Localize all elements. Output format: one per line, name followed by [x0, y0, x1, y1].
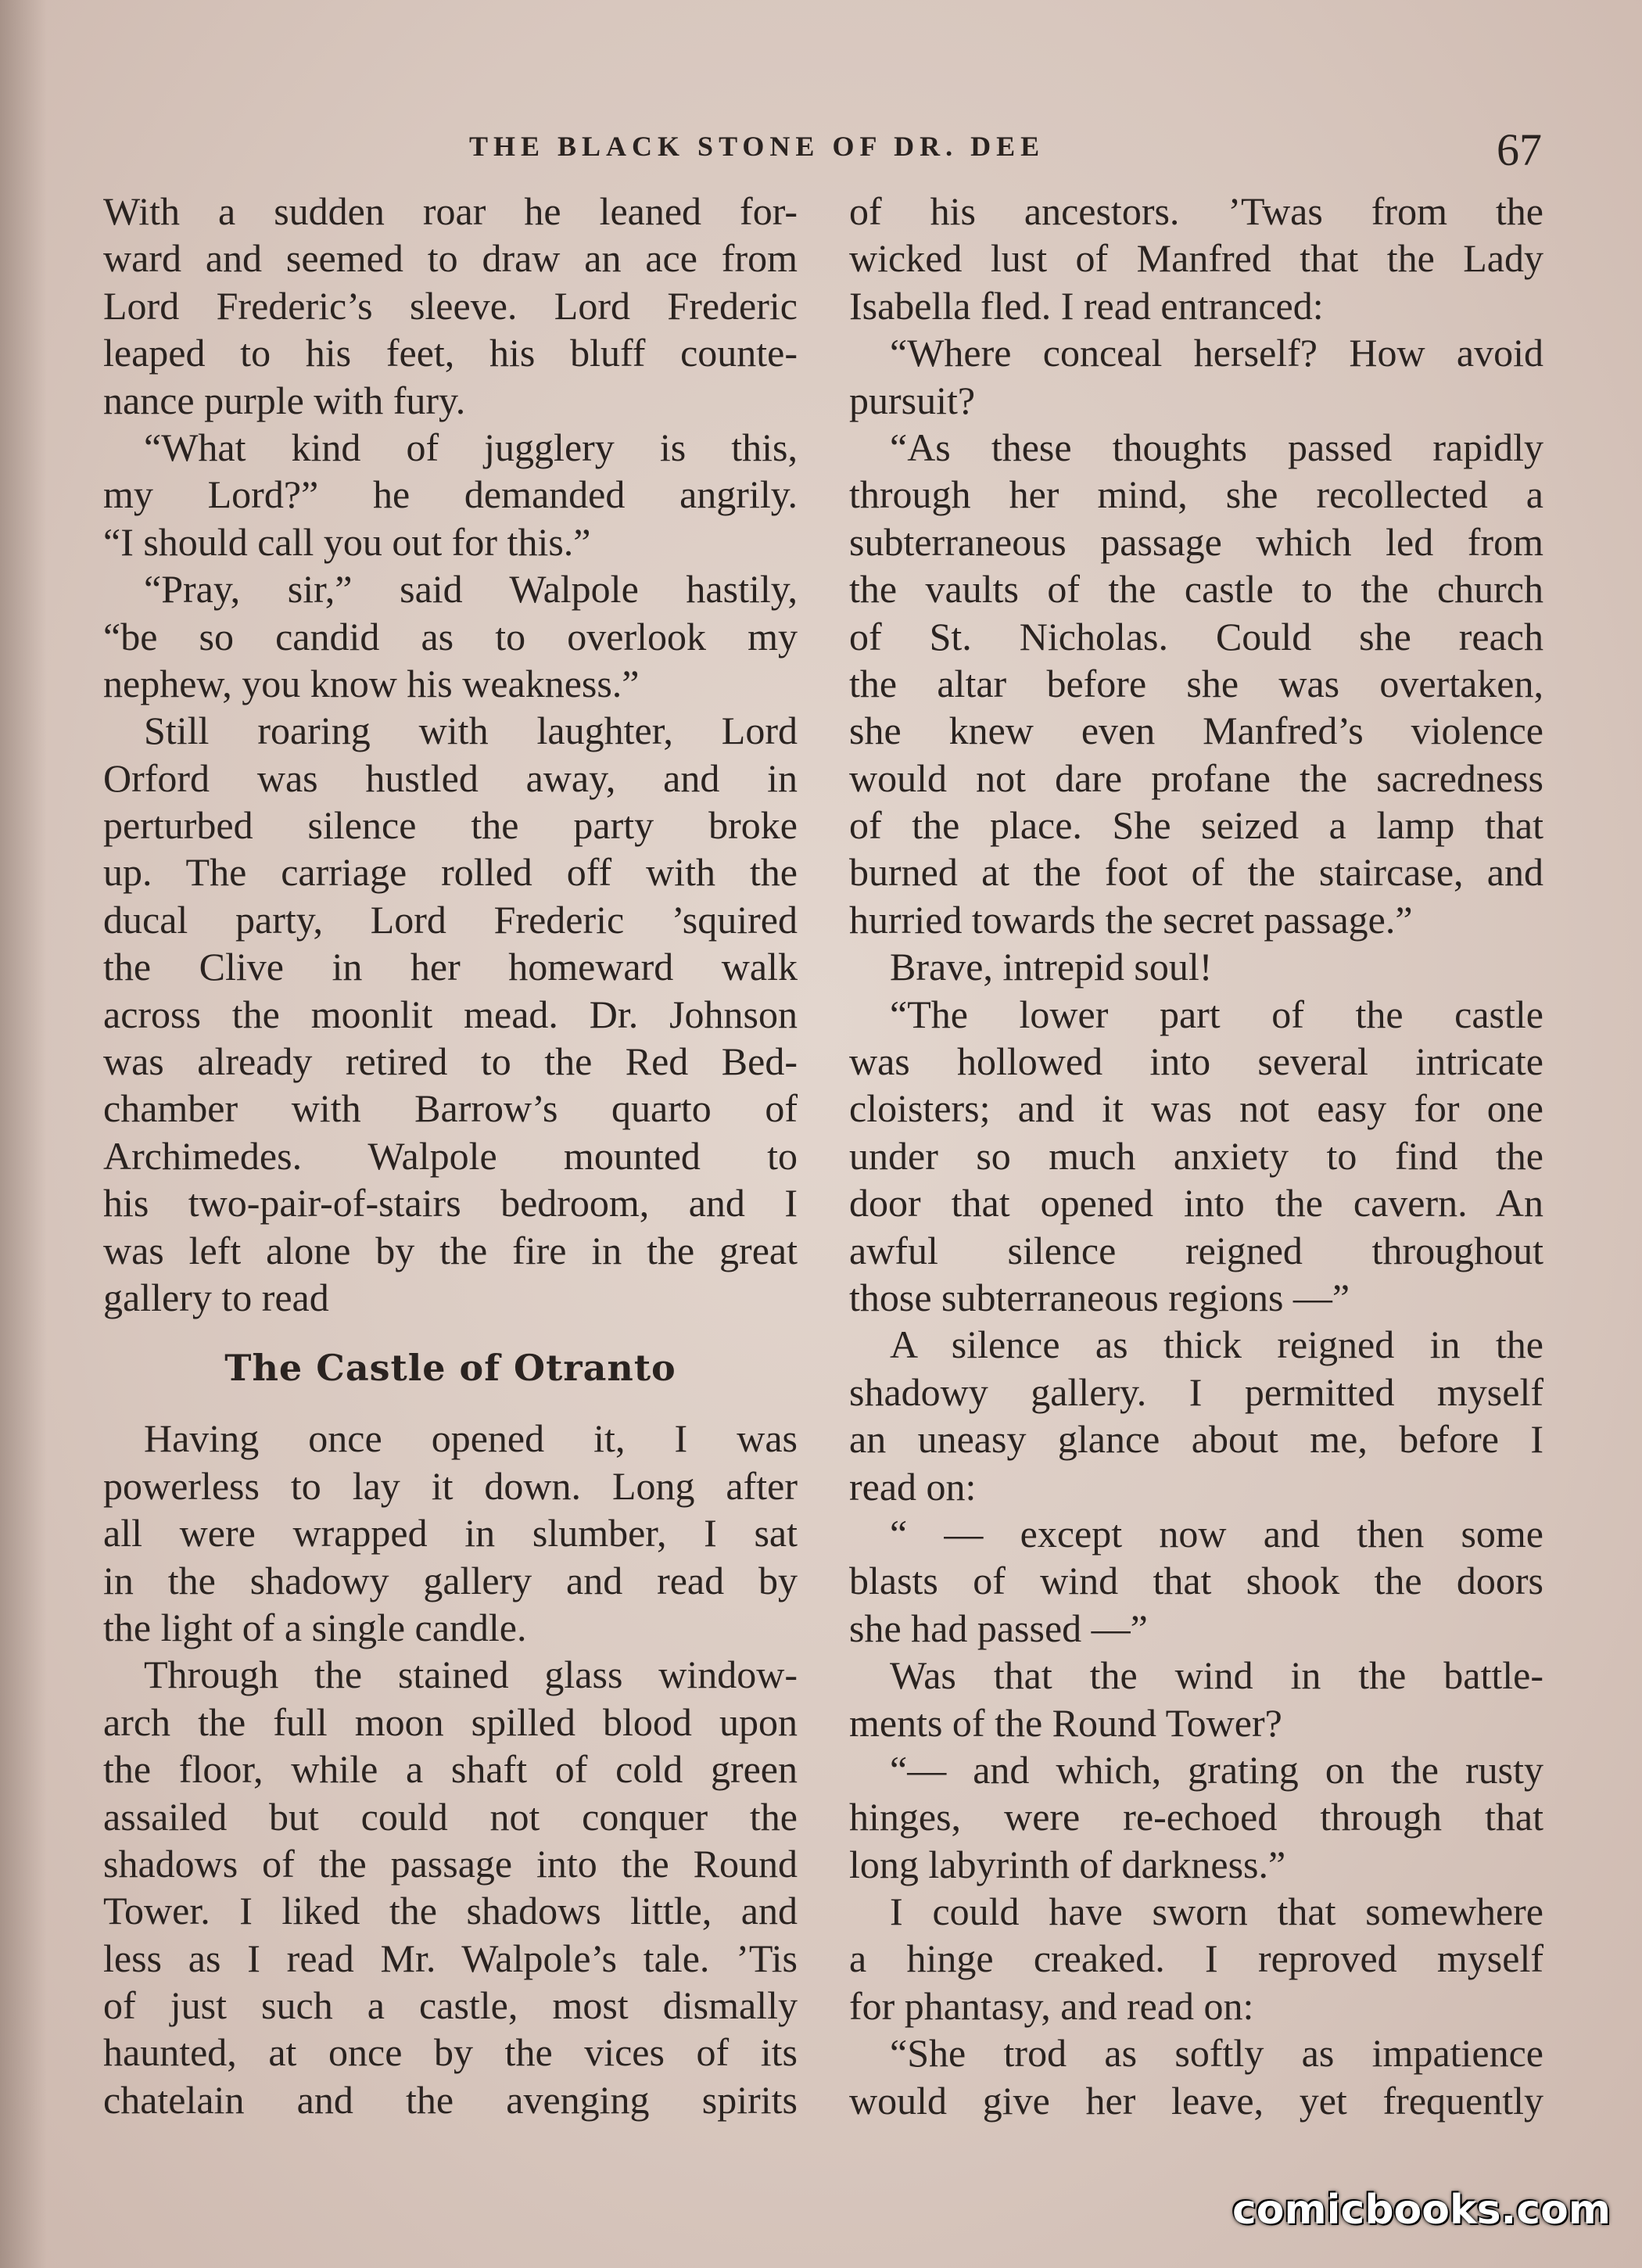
- text-line: A silence as thick reigned in the: [890, 1322, 1543, 1367]
- text-line: she had passed —”: [849, 1606, 1148, 1650]
- text-line: door that opened into the cavern. An: [849, 1181, 1543, 1226]
- page-number: 67: [1497, 124, 1542, 175]
- section-heading: The Castle of Otranto: [224, 1347, 676, 1390]
- right-column: [849, 188, 1543, 2124]
- text-line: in the shadowy gallery and read by: [103, 1558, 798, 1602]
- text-line: awful silence reigned throughout: [849, 1228, 1543, 1272]
- text-line: shadows of the passage into the Round: [103, 1841, 798, 1886]
- text-line: the light of a single candle.: [103, 1605, 527, 1649]
- text-line: was hollowed into several intricate: [849, 1039, 1543, 1084]
- text-line: was already retired to the Red Bed-: [103, 1039, 798, 1084]
- text-line: Lord Frederic’s sleeve. Lord Frederic: [103, 283, 798, 328]
- text-line: a hinge creaked. I reproved myself: [849, 1936, 1543, 1981]
- text-line: powerless to lay it down. Long after: [103, 1463, 798, 1508]
- text-line: all were wrapped in slumber, I sat: [103, 1511, 798, 1556]
- text-line: Brave, intrepid soul!: [890, 945, 1213, 989]
- text-line: I could have sworn that somewhere: [890, 1889, 1543, 1934]
- text-line: “Pray, sir,” said Walpole hastily,: [144, 567, 798, 612]
- text-line: of just such a castle, most dismally: [103, 1983, 798, 2028]
- text-line: of his ancestors. ’Twas from the: [849, 189, 1543, 233]
- left-column: [103, 188, 798, 2123]
- text-line: “She trod as softly as impatience: [890, 2031, 1543, 2076]
- text-line: wicked lust of Manfred that the Lady: [849, 236, 1543, 281]
- text-line: “be so candid as to overlook my: [103, 614, 798, 659]
- text-line: chamber with Barrow’s quarto of: [103, 1086, 798, 1131]
- running-head: [0, 124, 1642, 175]
- text-line: hinges, were re-echoed through that: [849, 1795, 1543, 1839]
- text-line: cloisters; and it was not easy for one: [849, 1086, 1543, 1131]
- text-line: of St. Nicholas. Could she reach: [849, 614, 1543, 659]
- text-line: for phantasy, and read on:: [849, 1983, 1254, 2028]
- text-line: subterraneous passage which led from: [849, 519, 1543, 564]
- text-line: “ — except now and then some: [890, 1511, 1543, 1556]
- text-line: gallery to read: [103, 1275, 329, 1319]
- watermark-text: comicbooks.com: [1232, 2187, 1612, 2234]
- running-title: THE BLACK STONE OF DR. DEE: [469, 131, 1045, 162]
- text-line: ducal party, Lord Frederic ’squired: [103, 897, 798, 942]
- spine-shadow: [0, 0, 47, 2268]
- text-line: arch the full moon spilled blood upon: [103, 1699, 798, 1744]
- text-line: through her mind, she recollected a: [849, 472, 1543, 517]
- text-line: those subterraneous regions —”: [849, 1275, 1350, 1319]
- text-line: under so much anxiety to find the: [849, 1133, 1543, 1178]
- text-line: ments of the Round Tower?: [849, 1700, 1282, 1745]
- text-line: nephew, you know his weakness.”: [103, 661, 640, 705]
- text-line: burned at the foot of the staircase, and: [849, 850, 1543, 895]
- text-line: would not dare profane the sacredness: [849, 755, 1543, 800]
- text-line: Still roaring with laughter, Lord: [144, 709, 798, 753]
- text-line: assailed but could not conquer the: [103, 1794, 798, 1839]
- text-line: the altar before she was overtaken,: [849, 661, 1543, 705]
- text-line: Was that the wind in the battle-: [890, 1653, 1543, 1698]
- text-line: his two-pair-of-stairs bedroom, and I: [103, 1181, 798, 1226]
- text-line: an uneasy glance about me, before I: [849, 1417, 1543, 1462]
- text-line: “I should call you out for this.”: [103, 519, 591, 564]
- text-line: “The lower part of the castle: [890, 992, 1543, 1036]
- text-line: With a sudden roar he leaned for-: [103, 189, 798, 233]
- text-line: read on:: [849, 1464, 977, 1509]
- text-line: “Where conceal herself? How avoid: [890, 331, 1543, 375]
- text-line: she knew even Manfred’s violence: [849, 709, 1543, 753]
- text-line: the Clive in her homeward walk: [103, 945, 798, 989]
- text-line: of the place. She seized a lamp that: [849, 803, 1543, 848]
- text-line: would give her leave, yet frequently: [849, 2078, 1543, 2123]
- text-line: “As these thoughts passed rapidly: [890, 425, 1543, 469]
- text-line: across the moonlit mead. Dr. Johnson: [103, 992, 798, 1036]
- text-line: Through the stained glass window-: [144, 1653, 798, 1697]
- text-line: was left alone by the fire in the great: [103, 1228, 798, 1272]
- text-line: Archimedes. Walpole mounted to: [103, 1133, 798, 1178]
- text-line: pursuit?: [849, 378, 976, 422]
- text-line: long labyrinth of darkness.”: [849, 1842, 1286, 1886]
- text-line: ward and seemed to draw an ace from: [103, 236, 798, 281]
- text-line: Isabella fled. I read entranced:: [849, 283, 1324, 328]
- text-line: the floor, while a shaft of cold green: [103, 1747, 798, 1792]
- text-line: my Lord?” he demanded angrily.: [103, 472, 798, 517]
- text-line: less as I read Mr. Walpole’s tale. ’Tis: [103, 1936, 798, 1980]
- text-line: shadowy gallery. I permitted myself: [849, 1369, 1543, 1414]
- text-line: leaped to his feet, his bluff counte-: [103, 331, 798, 375]
- text-line: hurried towards the secret passage.”: [849, 897, 1413, 942]
- text-line: “— and which, grating on the rusty: [890, 1747, 1543, 1792]
- text-line: “What kind of jugglery is this,: [144, 425, 798, 469]
- text-line: Tower. I liked the shadows little, and: [103, 1889, 798, 1933]
- text-line: haunted, at once by the vices of its: [103, 2030, 798, 2075]
- text-line: perturbed silence the party broke: [103, 803, 798, 848]
- text-line: Having once opened it, I was: [144, 1416, 798, 1461]
- text-line: Orford was hustled away, and in: [103, 755, 798, 800]
- text-line: up. The carriage rolled off with the: [103, 850, 798, 895]
- text-line: nance purple with fury.: [103, 378, 466, 422]
- text-line: chatelain and the avenging spirits: [103, 2077, 798, 2122]
- text-line: the vaults of the castle to the church: [849, 567, 1543, 612]
- text-line: blasts of wind that shook the doors: [849, 1559, 1543, 1603]
